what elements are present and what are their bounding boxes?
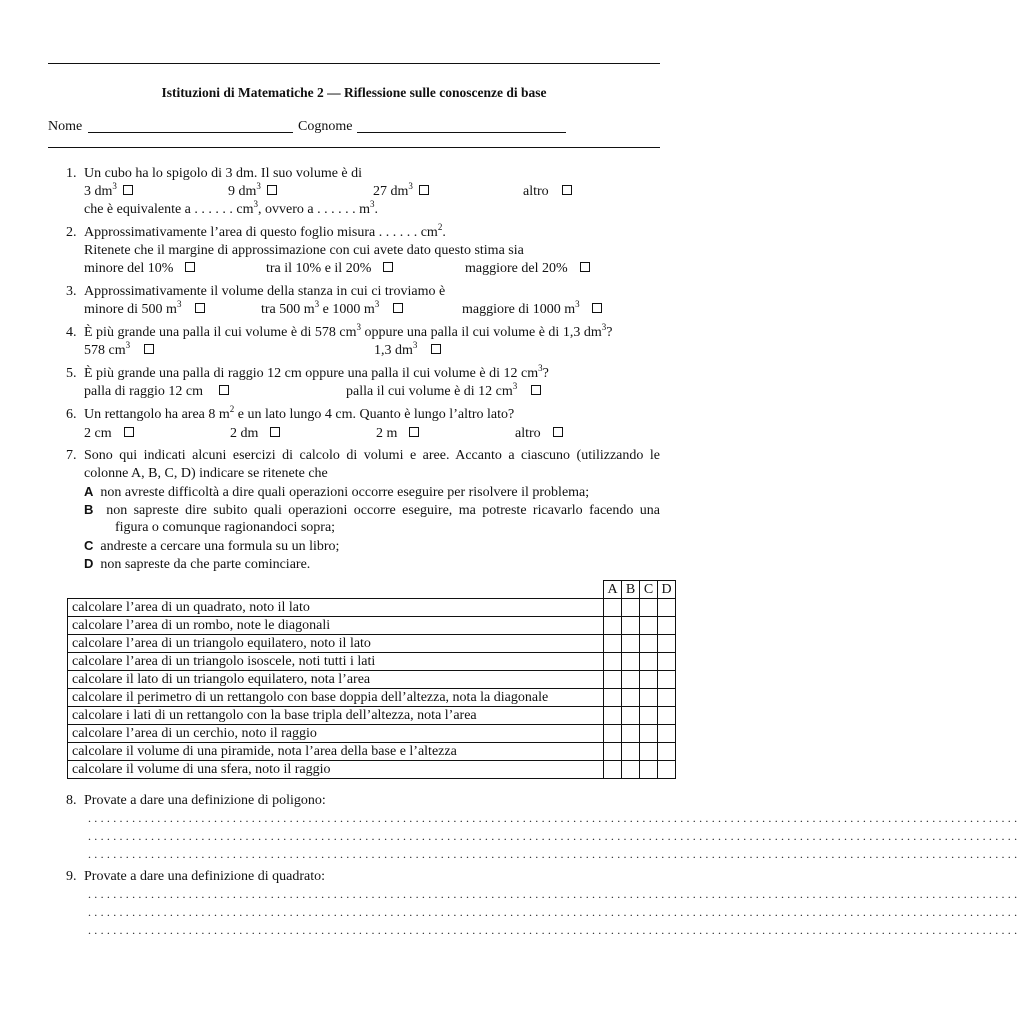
q9-text: Provate a dare una definizione di quadrato: <box>84 869 326 884</box>
answer-cell[interactable] <box>658 599 676 617</box>
column-header: C <box>640 581 658 599</box>
checkbox[interactable] <box>267 185 277 195</box>
answer-cell[interactable] <box>604 689 622 707</box>
q1-option-d[interactable]: altro <box>523 183 572 201</box>
answer-cell[interactable] <box>640 617 658 635</box>
page-title: Istituzioni di Matematiche 2 — Riflessione sulle conoscenze di base <box>161 85 547 100</box>
q1-equivalence: che è equivalente a . . . . . . $cm^3$, ovvero a . . . . . . $m^3$. <box>84 199 378 217</box>
q5-option-b[interactable]: palla il cui volume è di 12 $cm^3$ <box>346 383 541 401</box>
table-row <box>68 653 676 671</box>
row-label: calcolare l’area di un cerchio, noto il raggio <box>68 725 604 743</box>
q6-option-b[interactable]: 2 dm <box>230 425 280 443</box>
table-row <box>68 689 676 707</box>
q7-option-a: A non avreste difficoltà a dire quali operazioni occorre eseguire per risolvere il problema; <box>84 484 590 500</box>
answer-cell[interactable] <box>622 617 640 635</box>
surname-label: Cognome <box>298 119 353 134</box>
answer-line[interactable]: .................................................................................................................................................... <box>88 847 1020 861</box>
answer-cell[interactable] <box>604 635 622 653</box>
table-header-row <box>68 581 676 599</box>
checkbox[interactable] <box>185 262 195 272</box>
answer-line[interactable]: .................................................................................................................................................... <box>88 829 1020 843</box>
q8-number: 8. <box>66 793 77 808</box>
answer-cell[interactable] <box>658 725 676 743</box>
answer-cell[interactable] <box>604 725 622 743</box>
answer-line[interactable]: .................................................................................................................................................... <box>88 887 1020 901</box>
answer-cell[interactable] <box>622 599 640 617</box>
answer-cell[interactable] <box>604 761 622 779</box>
q2-option-a[interactable]: minore del 10% <box>84 260 195 278</box>
answer-cell[interactable] <box>658 671 676 689</box>
answer-cell[interactable] <box>658 653 676 671</box>
q3-option-c[interactable]: maggiore di 1000 $m^3$ <box>462 301 602 319</box>
q6-option-a[interactable]: 2 cm <box>84 425 134 443</box>
answer-cell[interactable] <box>658 635 676 653</box>
q3-text: Approssimativamente il volume della stanza in cui ci troviamo è <box>84 284 446 299</box>
table-row <box>68 761 676 779</box>
q7-option-b: B non sapreste dire subito quali operazioni occorre eseguire, ma potreste ricavarlo facendo una <box>84 502 661 518</box>
q2-text2: Ritenete che il margine di approssimazione con cui avete dato questo stima sia <box>84 243 524 258</box>
q6-option-d[interactable]: altro <box>515 425 563 443</box>
answer-cell[interactable] <box>640 689 658 707</box>
table-row <box>68 617 676 635</box>
table-row <box>68 725 676 743</box>
q5-number: 5. <box>66 366 77 381</box>
answer-cell[interactable] <box>604 653 622 671</box>
q2-option-b[interactable]: tra il 10% e il 20% <box>266 260 393 278</box>
answer-cell[interactable] <box>658 761 676 779</box>
top-rule <box>48 63 660 64</box>
checkbox[interactable] <box>393 303 403 313</box>
q6-option-c[interactable]: 2 m <box>376 425 419 443</box>
q4-number: 4. <box>66 325 77 340</box>
checkbox[interactable] <box>409 427 419 437</box>
answer-cell[interactable] <box>658 743 676 761</box>
q8-text: Provate a dare una definizione di poligono: <box>84 793 326 808</box>
checkbox[interactable] <box>124 427 134 437</box>
q7-text: Sono qui indicati alcuni esercizi di calcolo di volumi e aree. Accanto a ciascuno (utilizzando le colonne A, B, C, D) indicare se ritenete che <box>84 448 660 481</box>
q2-text: Approssimativamente l’area di questo foglio misura . . . . . . $cm^2$. <box>84 222 446 240</box>
q7-number: 7. <box>66 448 77 463</box>
answer-cell[interactable] <box>658 689 676 707</box>
table-row <box>68 599 676 617</box>
table-row <box>68 635 676 653</box>
q3-option-a[interactable]: minore di 500 $m^3$ <box>84 301 205 319</box>
answer-cell[interactable] <box>622 707 640 725</box>
column-header: D <box>658 581 676 599</box>
q3-number: 3. <box>66 284 77 299</box>
q6-number: 6. <box>66 407 77 422</box>
checkbox[interactable] <box>144 344 154 354</box>
table-row <box>68 743 676 761</box>
answer-cell[interactable] <box>640 761 658 779</box>
exercise-table <box>67 580 676 779</box>
q5-option-a[interactable]: palla di raggio 12 cm <box>84 383 229 401</box>
answer-line[interactable]: .................................................................................................................................................... <box>88 811 1020 825</box>
q4-option-b[interactable]: 1,3 $dm^3$ <box>374 342 441 360</box>
answer-cell[interactable] <box>622 635 640 653</box>
answer-cell[interactable] <box>640 599 658 617</box>
checkbox[interactable] <box>553 427 563 437</box>
q6-text: Un rettangolo ha area 8 $m^2$ e un lato lungo 4 cm. Quanto è lungo l’altro lato? <box>84 404 515 422</box>
q1-option-c[interactable]: 27 $dm^3$ <box>373 183 429 201</box>
answer-cell[interactable] <box>640 671 658 689</box>
answer-cell[interactable] <box>640 743 658 761</box>
header-rule <box>48 147 660 148</box>
row-label: calcolare il perimetro di un rettangolo con base doppia dell’altezza, nota la diagonale <box>68 689 604 707</box>
q9-number: 9. <box>66 869 77 884</box>
q1-option-b[interactable]: 9 $dm^3$ <box>228 183 277 201</box>
q1-option-a[interactable]: 3 $dm^3$ <box>84 183 133 201</box>
checkbox[interactable] <box>562 185 572 195</box>
answer-cell[interactable] <box>604 707 622 725</box>
answer-cell[interactable] <box>604 671 622 689</box>
table-row <box>68 707 676 725</box>
answer-cell[interactable] <box>622 689 640 707</box>
q2-option-c[interactable]: maggiore del 20% <box>465 260 590 278</box>
q7-option-d: D non sapreste da che parte cominciare. <box>84 556 311 572</box>
name-row <box>48 118 660 136</box>
surname-field[interactable] <box>357 132 566 133</box>
answer-cell[interactable] <box>658 617 676 635</box>
answer-cell[interactable] <box>604 743 622 761</box>
checkbox[interactable] <box>531 385 541 395</box>
row-label: calcolare l’area di un triangolo equilatero, noto il lato <box>68 635 604 653</box>
checkbox[interactable] <box>195 303 205 313</box>
checkbox[interactable] <box>419 185 429 195</box>
q4-option-a[interactable]: 578 $cm^3$ <box>84 342 154 360</box>
answer-cell[interactable] <box>622 725 640 743</box>
row-label: calcolare i lati di un rettangolo con la base tripla dell’altezza, nota l’area <box>68 707 604 725</box>
q3-option-b[interactable]: tra 500 $m^3$ e 1000 $m^3$ <box>261 301 403 319</box>
checkbox[interactable] <box>592 303 602 313</box>
q2-number: 2. <box>66 225 77 240</box>
answer-cell[interactable] <box>604 599 622 617</box>
checkbox[interactable] <box>431 344 441 354</box>
answer-cell[interactable] <box>604 617 622 635</box>
answer-cell[interactable] <box>622 743 640 761</box>
answer-cell[interactable] <box>622 653 640 671</box>
answer-line[interactable]: .................................................................................................................................................... <box>88 905 1020 919</box>
checkbox[interactable] <box>580 262 590 272</box>
answer-cell[interactable] <box>640 653 658 671</box>
q4-text: È più grande una palla il cui volume è di 578 $cm^3$ oppure una palla il cui volume è di 1,3 $dm^3$? <box>84 322 613 340</box>
row-label: calcolare il volume di una sfera, noto il raggio <box>68 761 604 779</box>
name-field[interactable] <box>88 132 293 133</box>
q5-text: È più grande una palla di raggio 12 cm oppure una palla il cui volume è di 12 $cm^3$? <box>84 363 549 381</box>
column-header: B <box>622 581 640 599</box>
name-label: Nome <box>48 119 83 134</box>
row-label: calcolare il lato di un triangolo equilatero, nota l’area <box>68 671 604 689</box>
row-label: calcolare il volume di una piramide, nota l’area della base e l’altezza <box>68 743 604 761</box>
q1-number: 1. <box>66 166 77 181</box>
column-header: A <box>604 581 622 599</box>
q1-text: Un cubo ha lo spigolo di 3 dm. Il suo volume è di <box>84 166 363 181</box>
answer-cell[interactable] <box>640 635 658 653</box>
answer-cell[interactable] <box>658 707 676 725</box>
answer-cell[interactable] <box>622 671 640 689</box>
answer-cell[interactable] <box>640 725 658 743</box>
row-label: calcolare l’area di un rombo, note le diagonali <box>68 617 604 635</box>
checkbox[interactable] <box>270 427 280 437</box>
row-label: calcolare l’area di un quadrato, noto il lato <box>68 599 604 617</box>
q7-option-b-cont: figura o comunque ragionandoci sopra; <box>115 520 336 535</box>
checkbox[interactable] <box>383 262 393 272</box>
answer-cell[interactable] <box>640 707 658 725</box>
table-row <box>68 671 676 689</box>
answer-cell[interactable] <box>622 761 640 779</box>
checkbox[interactable] <box>219 385 229 395</box>
answer-line[interactable]: .................................................................................................................................................... <box>88 923 1020 937</box>
q7-option-c: C andreste a cercare una formula su un libro; <box>84 538 340 554</box>
checkbox[interactable] <box>123 185 133 195</box>
row-label: calcolare l’area di un triangolo isoscele, noti tutti i lati <box>68 653 604 671</box>
